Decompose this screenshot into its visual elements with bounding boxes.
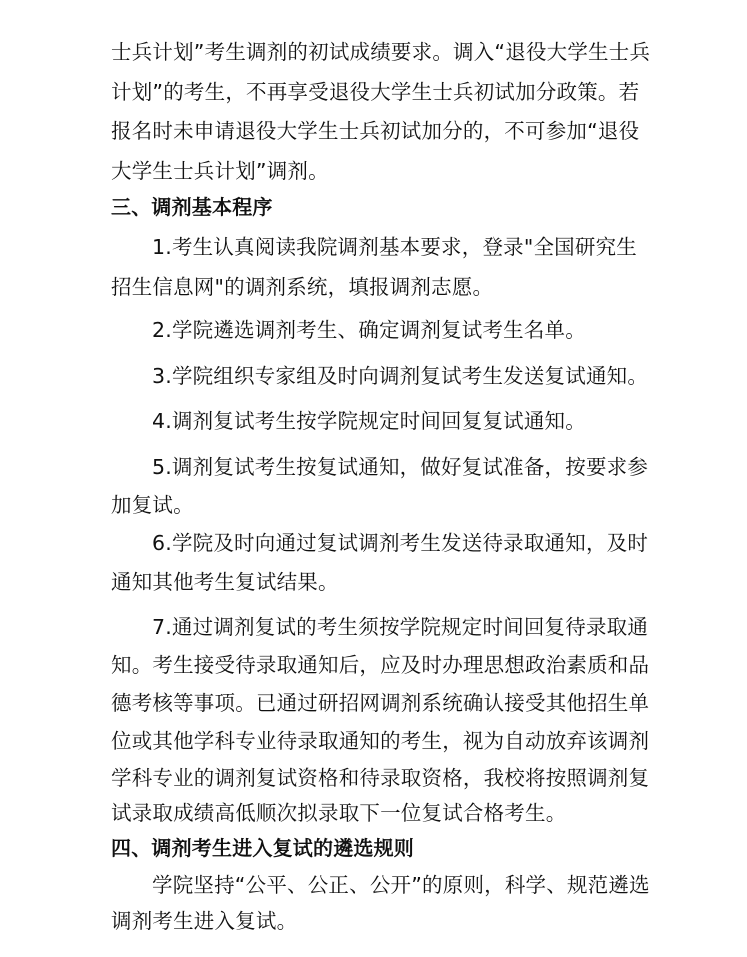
paragraph-line: 学科专业的调剂复试资格和待录取资格，我校将按照调剂复 xyxy=(111,766,650,790)
paragraph-line: 报名时未申请退役大学生士兵初试加分的，不可参加“退役 xyxy=(111,119,640,143)
paragraph-line: 调剂考生进入复试。 xyxy=(111,909,298,933)
paragraph-line: 5.调剂复试考生按复试通知，做好复试准备，按要求参 xyxy=(152,455,649,479)
paragraph-line: 6.学院及时向通过复试调剂考生发送待录取通知，及时 xyxy=(152,531,649,555)
paragraph-line: 士兵计划”考生调剂的初试成绩要求。调入“退役大学生士兵 xyxy=(111,40,651,64)
paragraph-line: 4.调剂复试考生按学院规定时间回复复试通知。 xyxy=(152,409,586,433)
paragraph-line: 德考核等事项。已通过研招网调剂系统确认接受其他招生单 xyxy=(111,691,650,715)
paragraph-line: 通知其他考生复试结果。 xyxy=(111,570,339,594)
paragraph-line: 计划”的考生，不再享受退役大学生士兵初试加分政策。若 xyxy=(111,80,640,104)
section-heading: 三、调剂基本程序 xyxy=(111,195,273,219)
paragraph-line: 位或其他学科专业待录取通知的考生，视为自动放弃该调剂 xyxy=(111,729,650,753)
paragraph-line: 7.通过调剂复试的考生须按学院规定时间回复待录取通 xyxy=(152,615,649,639)
paragraph-line: 2.学院遴选调剂考生、确定调剂复试考生名单。 xyxy=(152,318,586,342)
paragraph-line: 试录取成绩高低顺次拟录取下一位复试合格考生。 xyxy=(111,801,567,825)
paragraph-line: 大学生士兵计划”调剂。 xyxy=(111,159,329,183)
section-heading: 四、调剂考生进入复试的遴选规则 xyxy=(111,836,414,860)
paragraph-line: 招生信息网"的调剂系统，填报调剂志愿。 xyxy=(111,275,494,299)
paragraph-line: 学院坚持“公平、公正、公开”的原则，科学、规范遴选 xyxy=(152,873,650,897)
paragraph-line: 知。考生接受待录取通知后，应及时办理思想政治素质和品 xyxy=(111,653,650,677)
paragraph-line: 1.考生认真阅读我院调剂基本要求，登录"全国研究生 xyxy=(152,235,637,259)
paragraph-line: 3.学院组织专家组及时向调剂复试考生发送复试通知。 xyxy=(152,364,649,388)
paragraph-line: 加复试。 xyxy=(111,493,194,517)
